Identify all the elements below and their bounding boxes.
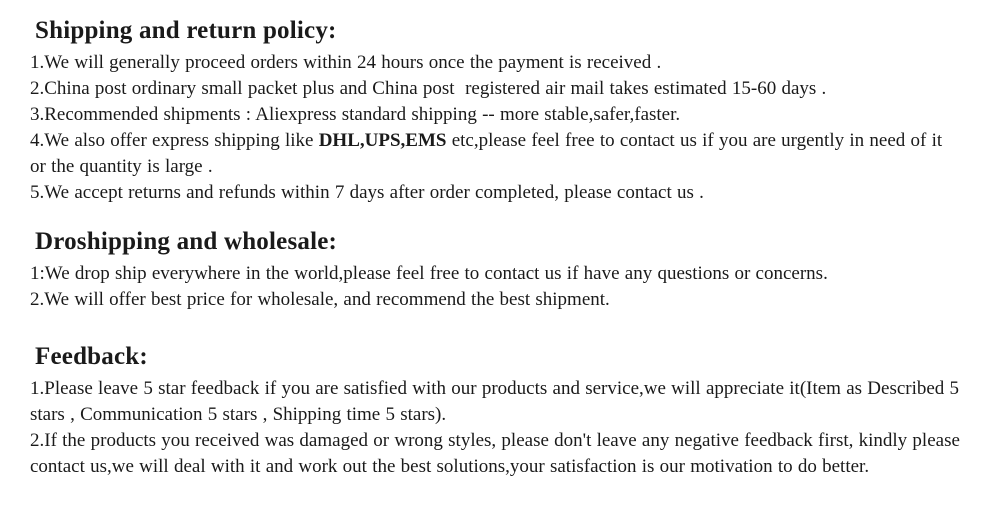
shipping-policy-item-4-post: etc,please feel free to contact us if you are urgently in need of it or the quantity is large . (30, 130, 948, 177)
feedback-item-2: 2.If the products you received was damaged or wrong styles, please don't leave any negative feedback first, kindly please contact us,we will deal with it and work out the best solutions,your satisfaction is our motivation to do better. (30, 430, 966, 477)
section-feedback (30, 341, 1000, 480)
shipping-policy-item-5: 5.We accept returns and refunds within 7 days after order completed, please contact us . (30, 182, 704, 203)
express-carriers-bold-text: DHL,UPS,EMS (318, 130, 447, 151)
dropshipping-item-1: 1:We drop ship everywhere in the world,please feel free to contact us if have any questions or concerns. (30, 263, 828, 284)
feedback-heading: Feedback: (35, 343, 148, 370)
section-dropshipping-wholesale (30, 226, 1000, 313)
shipping-policy-item-3: 3.Recommended shipments : Aliexpress standard shipping -- more stable,safer,faster. (30, 104, 681, 125)
dropshipping-item-2: 2.We will offer best price for wholesale, and recommend the best shipment. (30, 289, 610, 310)
section-shipping-return-policy (30, 15, 1000, 206)
shipping-policy-item-2: 2.China post ordinary small packet plus and China post registered air mail takes estimated 15-60 days . (30, 78, 827, 99)
shipping-return-policy-heading: Shipping and return policy: (35, 17, 337, 44)
feedback-item-1: 1.Please leave 5 star feedback if you are satisfied with our products and service,we will appreciate it(Item as Described 5 stars , Communication 5 stars , Shipping time 5 stars). (30, 378, 965, 425)
shipping-policy-item-4 (30, 128, 960, 180)
shipping-policy-item-1: 1.We will generally proceed orders within 24 hours once the payment is received . (30, 52, 662, 73)
shipping-policy-item-4-pre: 4.We also offer express shipping like (30, 130, 319, 151)
dropshipping-wholesale-heading: Droshipping and wholesale: (35, 228, 338, 255)
